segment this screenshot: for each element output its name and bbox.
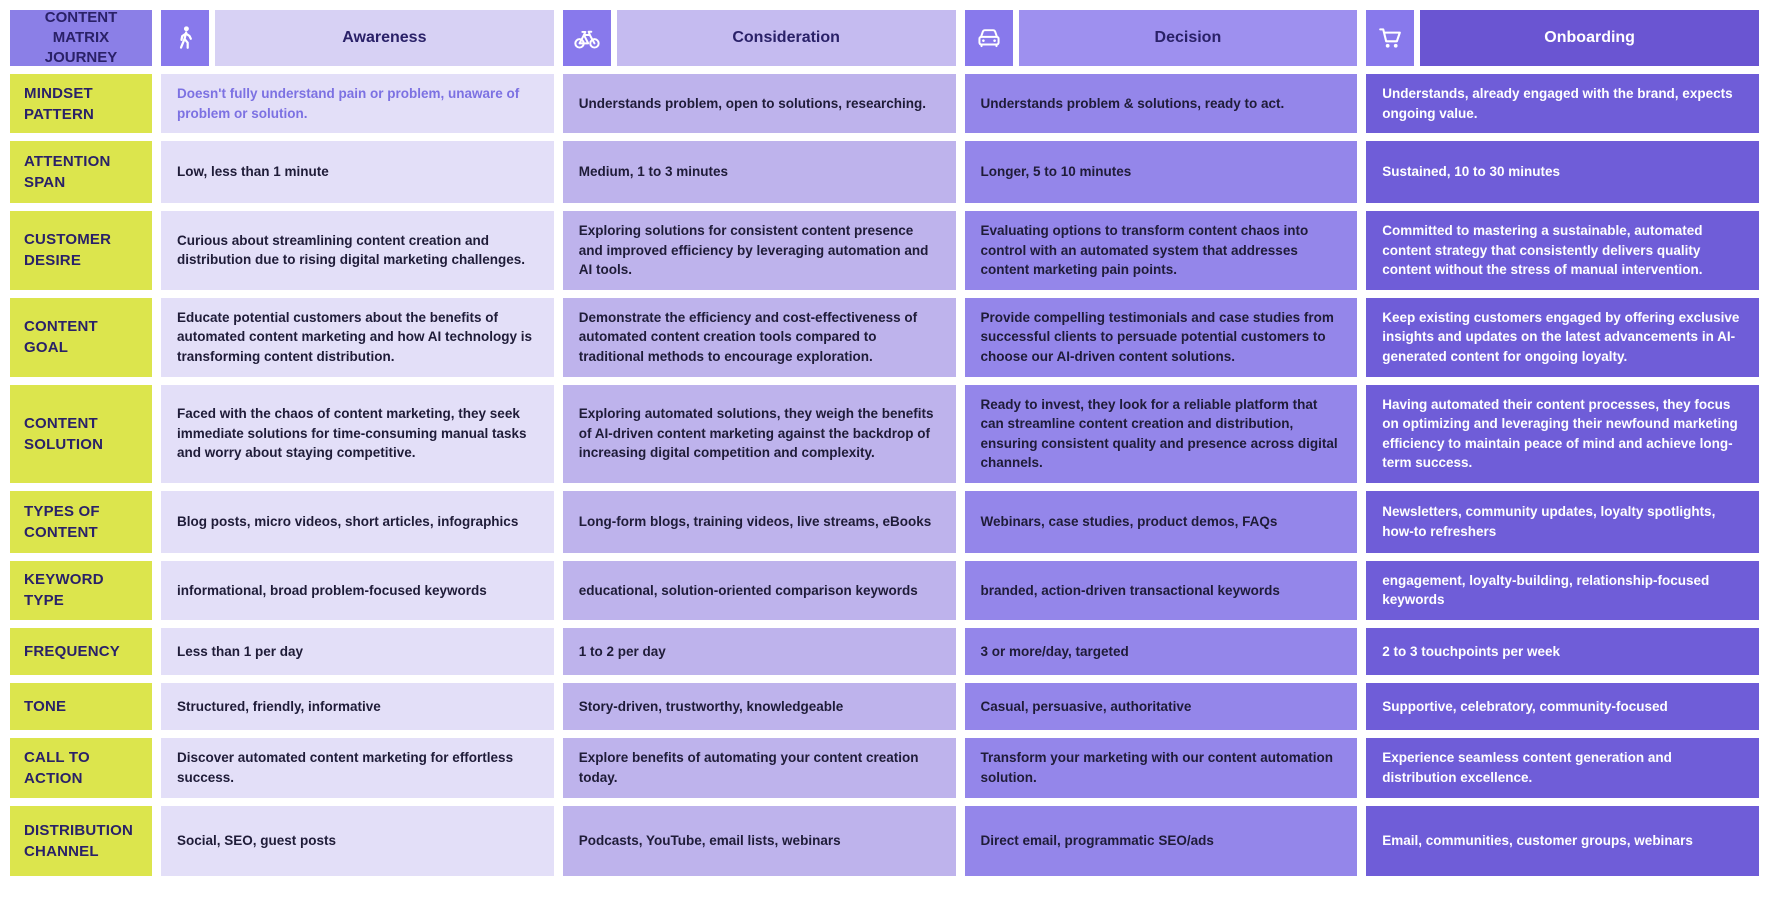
row-label: TYPES OF CONTENT [10,491,152,553]
row-label: CONTENT GOAL [10,298,152,377]
cell-text: Longer, 5 to 10 minutes [980,164,1132,180]
cell-text: Direct email, programmatic SEO/ads [980,833,1214,849]
cell-text: Having automated their content processes, they focus on optimizing and leveraging their newfound marketing efficiency to maintain peace of mind and achieve long-term success. [1382,396,1738,471]
matrix-cell [1366,491,1759,553]
matrix-cell [1366,141,1759,203]
matrix-cell [1366,298,1759,377]
matrix-cell [1366,74,1759,133]
cell-text: Committed to mastering a sustainable, automated content strategy that consistently delivers quality content without the stress of manual intervention. [1382,223,1703,278]
matrix-cell [1366,738,1759,798]
column-label-awareness: Awareness [215,10,554,66]
matrix-cell [161,385,554,483]
matrix-cell [965,683,1358,730]
cell-text: Evaluating options to transform content chaos into control with an automated system that addresses content marketing pain points. [980,223,1309,278]
matrix-cell [563,683,956,730]
matrix-cell [1366,561,1759,620]
row-label: CONTENT SOLUTION [10,385,152,483]
table-row [10,385,1759,483]
matrix-cell [563,298,956,377]
row-label: TONE [10,683,152,730]
cell-text: Email, communities, customer groups, webinars [1382,833,1693,849]
bicycle-icon [563,10,611,66]
cell-text: Podcasts, YouTube, email lists, webinars [578,833,841,849]
cell-text: Understands problem & solutions, ready to act. [980,95,1285,111]
row-label: FREQUENCY [10,628,152,675]
column-header-decision [965,10,1358,66]
matrix-cell [563,561,956,620]
matrix-cell [563,806,956,876]
matrix-cell [1366,385,1759,483]
page-title: CONTENT MATRIX JOURNEY [10,10,152,66]
row-label: CUSTOMER DESIRE [10,211,152,290]
cell-text: Casual, persuasive, authoritative [980,698,1192,714]
header-row [10,10,1759,66]
cell-text: Understands, already engaged with the brand, expects ongoing value. [1382,86,1733,121]
table-row [10,561,1759,620]
matrix-cell [563,74,956,133]
matrix-cell [1366,628,1759,675]
matrix-cell [161,141,554,203]
cell-text: Structured, friendly, informative [177,698,381,714]
matrix-cell [161,806,554,876]
matrix-cell [563,491,956,553]
cell-text: Educate potential customers about the benefits of automated content marketing and how AI technology is transforming content distribution. [177,309,533,364]
matrix-cell [965,491,1358,553]
table-body [10,74,1759,876]
matrix-cell [161,491,554,553]
cell-text: Faced with the chaos of content marketing, they seek immediate solutions for time-consuming manual tasks and worry about staying competitive. [177,406,527,461]
cell-text: Discover automated content marketing for effortless success. [177,750,514,785]
matrix-cell [563,738,956,798]
matrix-cell [1366,211,1759,290]
matrix-cell [965,74,1358,133]
matrix-cell [161,628,554,675]
table-row [10,211,1759,290]
walking-person-icon [161,10,209,66]
row-label: DISTRIBUTION CHANNEL [10,806,152,876]
matrix-cell [161,211,554,290]
cell-text: Supportive, celebratory, community-focused [1382,698,1668,714]
cell-text: Long-form blogs, training videos, live streams, eBooks [578,513,932,529]
cell-text: Demonstrate the efficiency and cost-effectiveness of automated content creation tools compared to traditional methods to encourage exploration. [578,309,918,364]
column-label-onboarding: Onboarding [1420,10,1759,66]
cell-text: Doesn't fully understand pain or problem, unaware of problem or solution. [177,86,520,121]
cell-text: Blog posts, micro videos, short articles, infographics [177,513,519,529]
matrix-cell [965,211,1358,290]
column-header-onboarding [1366,10,1759,66]
cell-text: Newsletters, community updates, loyalty spotlights, how-to refreshers [1382,504,1716,539]
cell-text: Understands problem, open to solutions, researching. [578,95,927,111]
cell-text: Less than 1 per day [177,643,304,659]
matrix-cell [161,738,554,798]
matrix-cell [965,385,1358,483]
table-row [10,628,1759,675]
row-label: CALL TO ACTION [10,738,152,798]
cell-text: Webinars, case studies, product demos, FAQs [980,513,1278,529]
matrix-cell [1366,806,1759,876]
cell-text: Experience seamless content generation and distribution excellence. [1382,750,1672,785]
matrix-cell [1366,683,1759,730]
cell-text: educational, solution-oriented comparison keywords [578,582,918,598]
cell-text: Ready to invest, they look for a reliable platform that can streamline content creation and distribution, ensuring consistent quality and presence across digital channels. [980,396,1338,471]
row-label: MINDSET PATTERN [10,74,152,133]
cell-text: Sustained, 10 to 30 minutes [1382,164,1561,180]
cell-text: Exploring solutions for consistent content presence and improved efficiency by leveraging automation and AI tools. [578,223,929,278]
cell-text: engagement, loyalty-building, relationship-focused keywords [1382,572,1710,608]
column-header-awareness [161,10,554,66]
cell-text: 3 or more/day, targeted [980,643,1129,659]
table-row [10,491,1759,553]
cell-text: branded, action-driven transactional keywords [980,582,1280,598]
matrix-cell [161,298,554,377]
table-row [10,74,1759,133]
row-label: KEYWORD TYPE [10,561,152,620]
row-label: ATTENTION SPAN [10,141,152,203]
column-label-consideration: Consideration [617,10,956,66]
matrix-cell [563,385,956,483]
shopping-cart-icon [1366,10,1414,66]
cell-text: Provide compelling testimonials and case studies from successful clients to persuade potential customers to choose our AI-driven content solutions. [980,309,1334,364]
cell-text: Social, SEO, guest posts [177,833,337,849]
cell-text: 2 to 3 touchpoints per week [1382,643,1561,659]
table-row [10,683,1759,730]
cell-text: Keep existing customers engaged by offering exclusive insights and updates on the latest advancements in AI-generated content for ongoing loyalty. [1382,309,1740,364]
car-icon [965,10,1013,66]
matrix-cell [161,683,554,730]
cell-text: Exploring automated solutions, they weigh the benefits of AI-driven content marketing against the backdrop of increasing digital competition and complexity. [578,406,934,461]
matrix-cell [965,738,1358,798]
cell-text: 1 to 2 per day [578,643,666,659]
column-header-consideration [563,10,956,66]
matrix-cell [161,561,554,620]
cell-text: Transform your marketing with our content automation solution. [980,750,1334,785]
cell-text: Low, less than 1 minute [177,164,329,180]
matrix-cell [563,211,956,290]
cell-text: Explore benefits of automating your content creation today. [578,750,919,785]
matrix-cell [563,628,956,675]
cell-text: informational, broad problem-focused keywords [177,582,487,598]
table-row [10,806,1759,876]
table-row [10,738,1759,798]
cell-text: Medium, 1 to 3 minutes [578,164,729,180]
cell-text: Story-driven, trustworthy, knowledgeable [578,698,844,714]
matrix-cell [965,806,1358,876]
table-row [10,298,1759,377]
matrix-cell [965,561,1358,620]
matrix-cell [563,141,956,203]
matrix-cell [161,74,554,133]
matrix-cell [965,141,1358,203]
cell-text: Curious about streamlining content creation and distribution due to rising digital marketing challenges. [177,232,526,268]
column-label-decision: Decision [1019,10,1358,66]
table-row [10,141,1759,203]
matrix-cell [965,628,1358,675]
matrix-cell [965,298,1358,377]
